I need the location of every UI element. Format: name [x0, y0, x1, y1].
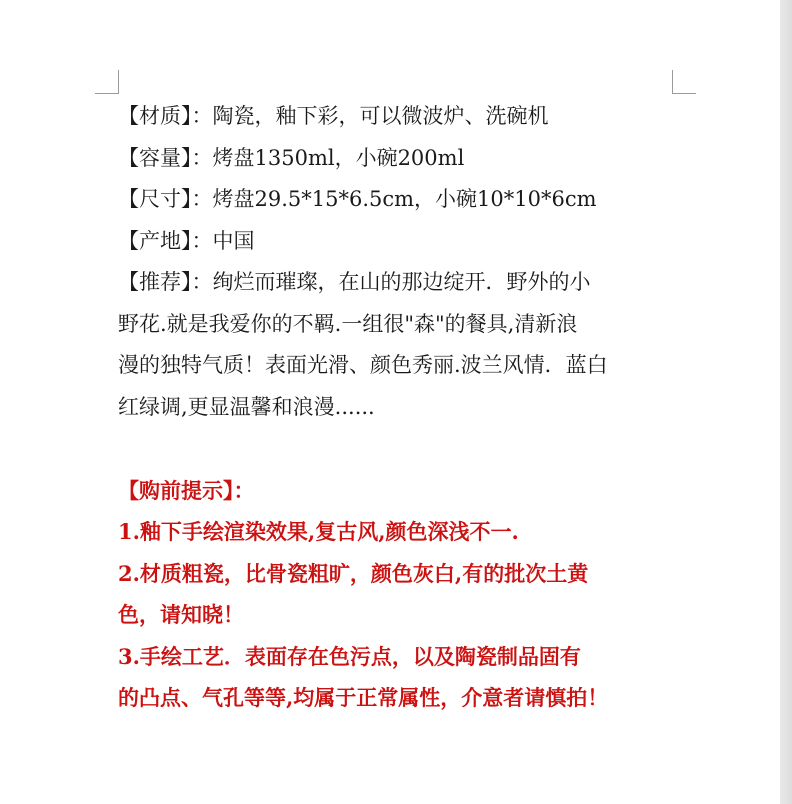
margin-corner-top-right: [672, 70, 696, 94]
blank-line: [118, 428, 678, 470]
origin-line: 【产地】：中国: [118, 228, 255, 253]
purchase-tip-line-4: 3.手绘工艺．表面存在色污点，以及陶瓷制品固有: [118, 643, 581, 669]
document-body: [118, 96, 678, 719]
purchase-tip-line-3: 色，请知晓！: [118, 602, 244, 627]
recommend-line-4: 红绿调,更显温馨和浪漫......: [118, 394, 375, 419]
size-line: 【尺寸】：烤盘29.5*15*6.5cm，小碗10*10*6cm: [118, 187, 597, 211]
recommend-line-1: 【推荐】：绚烂而璀璨，在山的那边绽开．野外的小: [118, 270, 591, 294]
material-line: 【材质】：陶瓷，釉下彩，可以微波炉、洗碗机: [118, 104, 549, 128]
window-edge: [780, 0, 792, 804]
purchase-tips-title: 【购前提示】：: [118, 477, 255, 503]
purchase-tip-line-2: 2.材质粗瓷，比骨瓷粗旷，颜色灰白,有的批次土黄: [118, 560, 589, 586]
recommend-line-2: 野花.就是我爱你的不羁.一组很"森"的餐具,清新浪: [118, 311, 578, 336]
purchase-tip-line-5: 的凸点、气孔等等,均属于正常属性，介意者请慎拍！: [118, 685, 609, 710]
recommend-line-3: 漫的独特气质！表面光滑、颜色秀丽.波兰风情．蓝白: [118, 353, 608, 377]
purchase-tip-line-1: 1.釉下手绘渲染效果,复古风,颜色深浅不一.: [118, 519, 519, 544]
margin-corner-top-left: [95, 70, 119, 94]
capacity-line: 【容量】：烤盘1350ml，小碗200ml: [118, 145, 465, 170]
